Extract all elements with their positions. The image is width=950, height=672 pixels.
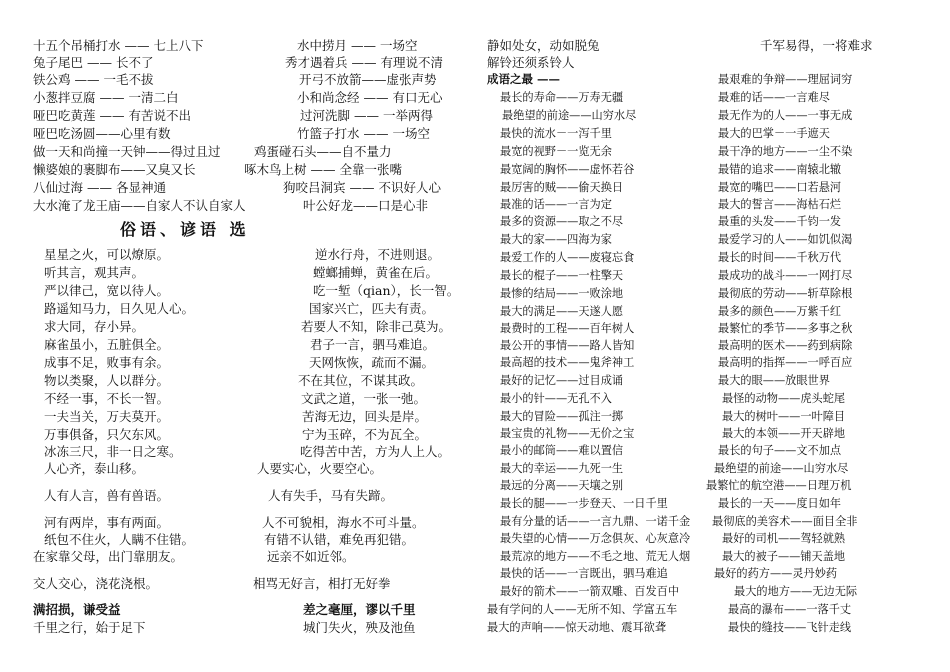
proverb-item: 不经一事，不长一智。: [44, 391, 170, 406]
chengyu-item: 最大的被子——铺天盖地: [722, 550, 846, 563]
chengyu-item: 最有学问的人——无所不知、学富五车: [487, 603, 678, 616]
chengyu-item: 最大的冒险——孤注一掷: [500, 410, 624, 423]
chengyu-item: 最彻底的美容术——面目全非: [712, 515, 858, 528]
chengyu-item: 最荒凉的地方——不毛之地、荒无人烟: [500, 550, 691, 563]
chengyu-item: 最大的幸运——九死一生: [500, 462, 624, 475]
proverb-item: 在家靠父母，出门靠朋友。: [33, 549, 184, 564]
proverb-item: 路遥知马力，日久见人心。: [44, 301, 195, 316]
chengyu-item: 最多的资源——取之不尽: [500, 215, 624, 228]
chengyu-item: 最多的颜色——万紫千红: [718, 305, 842, 318]
proverb-item: 河有两岸，事有两面。: [44, 515, 170, 530]
chengyu-title: 成语之最 ——: [487, 72, 561, 86]
proverb-item: 人要实心，火要空心。: [257, 461, 383, 476]
chengyu-item: 最远的分离——天壤之别: [500, 479, 624, 492]
proverb-item: 一夫当关，万夫莫开。: [44, 409, 170, 424]
chengyu-item: 最好的药方——灵丹妙药: [714, 567, 838, 580]
proverb-item: 冰冻三尺，非一日之寒。: [44, 444, 182, 459]
proverb-item: 人心齐，泰山移。: [44, 461, 145, 476]
chengyu-item: 最难的话——一言难尽: [718, 91, 830, 104]
proverb-item: 人不可貌相，海水不可斗量。: [262, 515, 425, 530]
xiehouyu-item: 哑巴吃汤圆——心里有数: [33, 126, 171, 141]
proverb-item: 吃一堑（qian），长一智。: [313, 283, 460, 298]
proverb-item: 螳螂捕蝉，黄雀在后。: [313, 265, 439, 280]
chengyu-item: 最成功的战斗——一网打尽: [718, 269, 853, 282]
xiehouyu-item: 兔子尾巴 —— 长不了: [33, 55, 154, 70]
chengyu-item: 最大的眼——放眼世界: [718, 374, 830, 387]
chengyu-item: 最大的树叶——一叶障目: [722, 410, 846, 423]
xiehouyu-item: 小和尚念经 —— 有口无心: [297, 90, 443, 105]
chengyu-item: 最高的瀑布——一落千丈: [728, 603, 852, 616]
chengyu-item: 最厉害的贼——偷天换日: [500, 181, 624, 194]
proverb-item: 君子一言，驷马难追。: [310, 337, 436, 352]
proverb-item: 人有人言，兽有兽语。: [44, 488, 170, 503]
chengyu-item: 最好的记忆——过目成诵: [500, 374, 624, 387]
proverb-item: 若要人不知，除非己莫为。: [301, 319, 452, 334]
proverb-item: 逆水行舟，不进则退。: [315, 247, 441, 262]
xiehouyu-item: 八仙过海 —— 各显神通: [33, 180, 166, 195]
xiehouyu-item: 开弓不放箭——虚张声势: [299, 72, 437, 87]
proverb-item: 千军易得，一将难求: [760, 38, 873, 53]
subheading: 满招损，谦受益: [33, 602, 121, 617]
chengyu-item: 最无作为的人——一事无成: [718, 109, 853, 122]
chengyu-item: 最彻底的劳动——斩草除根: [718, 287, 853, 300]
chengyu-item: 最快的缝技——飞针走线: [728, 621, 852, 634]
proverb-item: 国家兴亡，匹夫有责。: [309, 301, 435, 316]
chengyu-item: 最繁忙的季节——多事之秋: [718, 322, 853, 335]
proverb-item: 麻雀虽小，五脏俱全。: [44, 337, 170, 352]
chengyu-item: 最大的巴掌－一手遮天: [718, 127, 830, 140]
proverb-item: 天网恢恢，疏而不漏。: [309, 355, 435, 370]
chengyu-item: 最大的家——四海为家: [500, 233, 612, 246]
chengyu-item: 最高超的技术——鬼斧神工: [500, 356, 635, 369]
proverb-item: 宁为玉碎，不为瓦全。: [302, 427, 428, 442]
chengyu-item: 最长的时间——千秋万代: [718, 251, 842, 264]
xiehouyu-item: 过河洗脚 —— 一举两得: [300, 108, 433, 123]
proverb-item: 苦海无边，回头是岸。: [302, 409, 428, 424]
xiehouyu-item: 秀才遇着兵 —— 有理说不清: [285, 55, 443, 70]
proverb-item: 人有失手，马有失蹄。: [268, 488, 394, 503]
chengyu-item: 最绝望的前途——山穷水尽: [714, 462, 849, 475]
proverb-item: 不在其位，不谋其政。: [298, 373, 424, 388]
proverb-item: 文武之道，一张一弛。: [301, 391, 427, 406]
chengyu-item: 最准的话——一言为定: [500, 198, 612, 211]
chengyu-item: 最长的句子——文不加点: [718, 444, 842, 457]
xiehouyu-item: 做一天和尚撞一天钟——得过且过: [33, 144, 221, 159]
chengyu-item: 最好的司机——驾轻就熟: [722, 532, 846, 545]
chengyu-item: 最宝贵的礼物——无价之宝: [500, 427, 635, 440]
chengyu-item: 最费时的工程——百年树人: [500, 322, 635, 335]
proverb-item: 千里之行，始于足下: [33, 620, 146, 635]
proverb-item: 严以律己，宽以待人。: [44, 283, 170, 298]
proverb-item: 解铃还须系铃人: [487, 55, 575, 70]
chengyu-item: 最艰难的争辩——理屈词穷: [718, 73, 853, 86]
chengyu-item: 最快的流水－一泻千里: [500, 127, 612, 140]
chengyu-item: 最错的追求——南辕北辙: [718, 163, 842, 176]
chengyu-item: 最长的腿——一步登天、一日千里: [500, 497, 668, 510]
xiehouyu-item: 哑巴吃黄莲 —— 有苦说不出: [33, 108, 191, 123]
chengyu-item: 最繁忙的航空港——日理万机: [706, 479, 852, 492]
chengyu-item: 最失望的心情——万念俱灰、心灰意冷: [500, 532, 691, 545]
proverb-item: 交人交心，浇花浇根。: [33, 576, 159, 591]
proverb-item: 相骂无好言，相打无好拳: [253, 576, 391, 591]
chengyu-item: 最小的邮筒——难以置信: [500, 444, 624, 457]
xiehouyu-item: 十五个吊桶打水 —— 七上八下: [33, 38, 204, 53]
section-title: 俗语、谚语 选: [120, 220, 250, 239]
chengyu-item: 最大的本领——开天辟地: [722, 427, 846, 440]
xiehouyu-item: 小葱拌豆腐 —— 一清二白: [33, 90, 179, 105]
proverb-item: 成事不足，败事有余。: [44, 355, 170, 370]
chengyu-item: 最快的话——一言既出，驷马难追: [500, 567, 668, 580]
chengyu-item: 最干净的地方——一尘不染: [718, 145, 853, 158]
proverb-item: 物以类聚，人以群分。: [44, 373, 170, 388]
chengyu-item: 最爱学习的人——如饥似渴: [718, 233, 853, 246]
chengyu-item: 最小的针——无孔不入: [500, 392, 612, 405]
chengyu-item: 最大的声响——惊天动地、震耳欲聋: [487, 621, 667, 634]
chengyu-item: 最宽的视野－一览无余: [500, 145, 612, 158]
proverb-item: 星星之火，可以燎原。: [44, 247, 170, 262]
chengyu-item: 最惨的结局——一败涂地: [500, 287, 624, 300]
chengyu-item: 最高明的医术——药到病除: [718, 339, 853, 352]
proverb-item: 求大同，存小异。: [44, 319, 145, 334]
chengyu-item: 最公开的事情——路人皆知: [500, 339, 635, 352]
xiehouyu-item: 懒婆娘的裹脚布——又臭又长: [33, 162, 196, 177]
chengyu-item: 最绝望的前途——山穷水尽: [502, 109, 637, 122]
proverb-item: 吃得苦中苦，方为人上人。: [300, 444, 451, 459]
chengyu-item: 最高明的指挥——一呼百应: [718, 356, 853, 369]
proverb-item: 静如处女，动如脱兔: [487, 38, 600, 53]
xiehouyu-item: 水中捞月 —— 一场空: [297, 38, 418, 53]
xiehouyu-item: 鸡蛋碰石头——自不量力: [254, 144, 392, 159]
chengyu-item: 最有分量的话——一言九鼎、一诺千金: [500, 515, 691, 528]
proverb-item: 城门失火，殃及池鱼: [303, 620, 416, 635]
proverb-item: 万事俱备，只欠东风。: [44, 427, 170, 442]
chengyu-item: 最好的箭术——一箭双雕、百发百中: [500, 585, 680, 598]
xiehouyu-item: 大水淹了龙王庙——自家人不认自家人: [33, 198, 246, 213]
subheading: 差之毫厘，谬以千里: [303, 602, 416, 617]
chengyu-item: 最大的地方——无边无际: [734, 585, 858, 598]
proverb-item: 纸包不住火，人瞒不住错。: [44, 532, 195, 547]
chengyu-item: 最长的寿命——万寿无疆: [500, 91, 624, 104]
chengyu-item: 最大的满足——天遂人愿: [500, 305, 624, 318]
xiehouyu-item: 竹篮子打水 —— 一场空: [297, 126, 430, 141]
chengyu-item: 最长的一天——度日如年: [718, 497, 842, 510]
chengyu-item: 最长的棍子——一柱擎天: [500, 269, 624, 282]
proverb-item: 有错不认错，难免再犯错。: [264, 532, 415, 547]
chengyu-item: 最宽阔的胸怀——虚怀若谷: [500, 163, 635, 176]
xiehouyu-item: 啄木鸟上树 —— 全靠一张嘴: [244, 162, 402, 177]
xiehouyu-item: 铁公鸡 —— 一毛不拔: [33, 72, 154, 87]
xiehouyu-item: 狗咬吕洞宾 —— 不识好人心: [283, 180, 441, 195]
chengyu-item: 最宽的嘴巴——口若悬河: [718, 181, 842, 194]
xiehouyu-item: 叶公好龙——口是心非: [303, 198, 429, 213]
chengyu-item: 最重的头发——千钧一发: [718, 215, 842, 228]
chengyu-item: 最怪的动物——虎头蛇尾: [722, 392, 846, 405]
proverb-item: 听其言，观其声。: [44, 265, 145, 280]
proverb-item: 远亲不如近邻。: [267, 549, 355, 564]
chengyu-item: 最大的誓言——海枯石烂: [718, 198, 842, 211]
chengyu-item: 最爱工作的人——废寝忘食: [500, 251, 635, 264]
